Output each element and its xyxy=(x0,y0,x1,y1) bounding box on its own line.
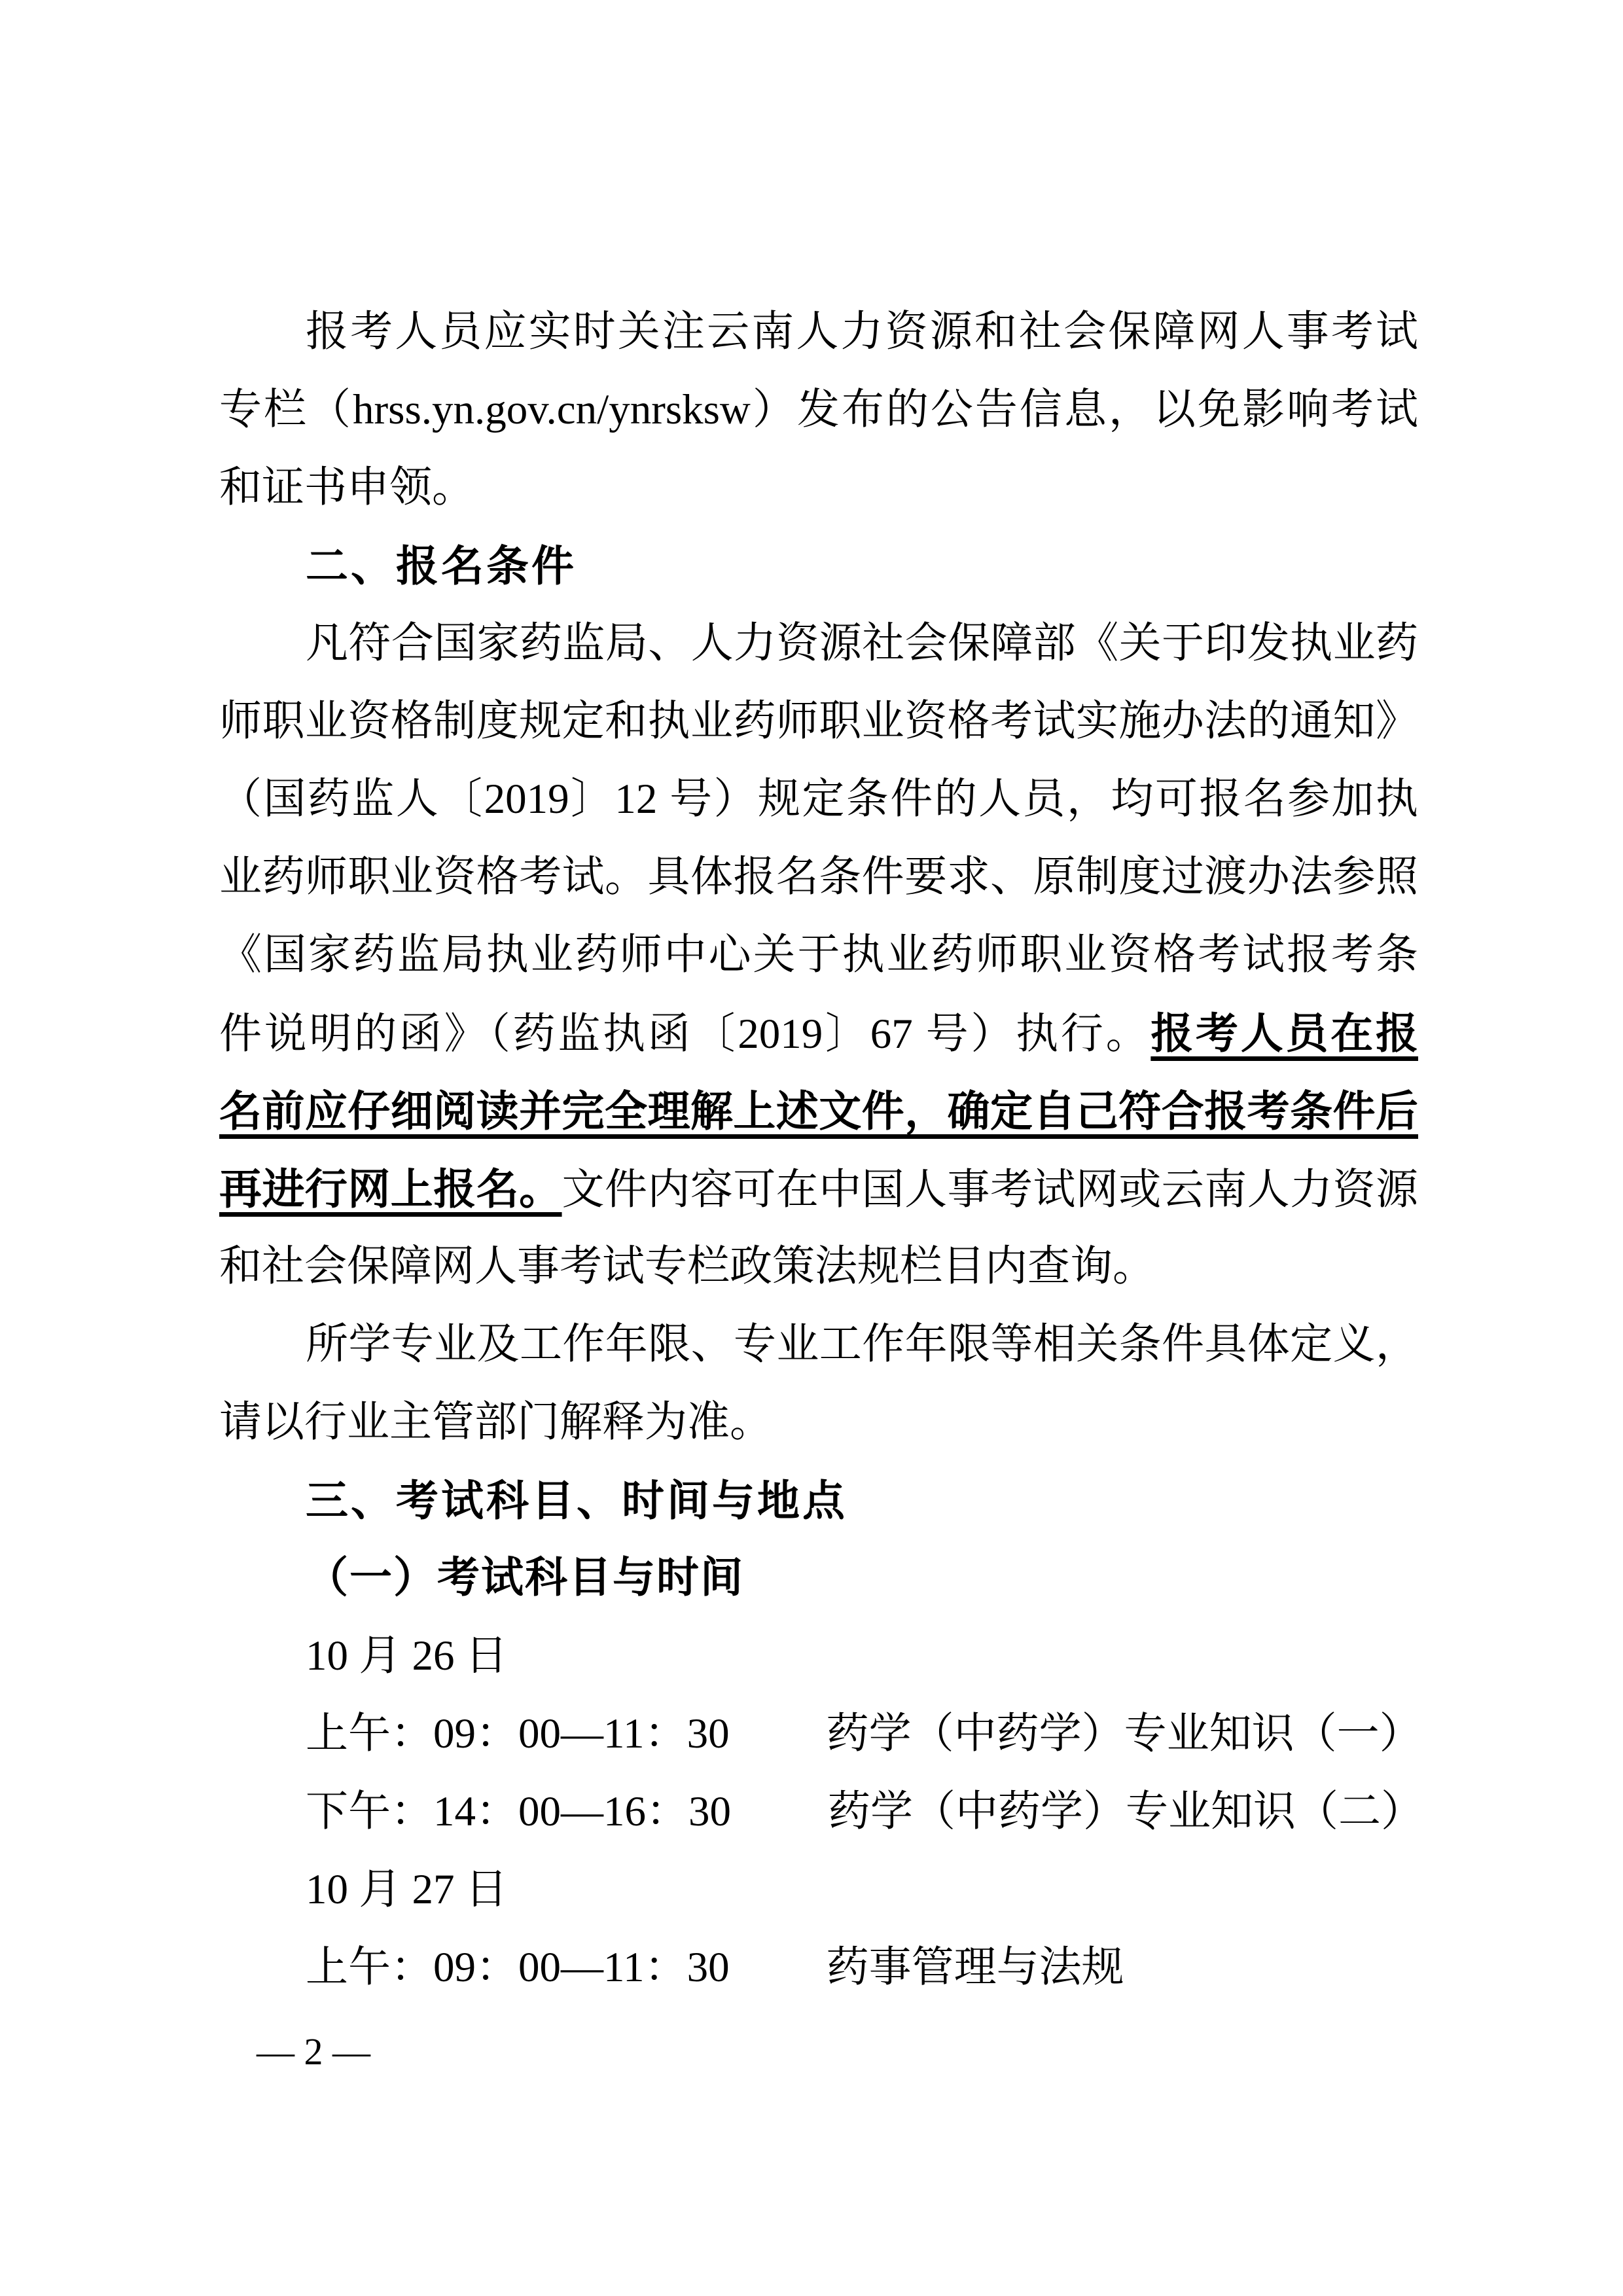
text-run: 10 月 26 日 xyxy=(306,1632,508,1679)
text-run: 件说明的函》（药监执函〔2019〕67 号）执行。 xyxy=(219,1011,1151,1058)
text-run: 和社会保障网人事考试专栏政策法规栏目内查询。 xyxy=(219,1243,1156,1290)
text-line xyxy=(219,994,1418,1072)
text-run: 和证书申领。 xyxy=(219,464,475,511)
text-run: 凡符合国家药监局、人力资源社会保障部《关于印发执业药 xyxy=(306,620,1418,667)
text-line xyxy=(219,1539,1418,1617)
text-line xyxy=(219,605,1418,683)
text-run: 文件内容可在中国人事考试网或云南人力资源 xyxy=(562,1166,1418,1213)
text-run: 下午：14：00—16：30 xyxy=(306,1788,732,1835)
text-run: 药学（中药学）专业知识（二） xyxy=(828,1788,1424,1835)
text-line xyxy=(219,1851,1418,1929)
text-line xyxy=(219,1462,1418,1539)
text-line xyxy=(219,527,1418,605)
text-run: 报考人员应实时关注云南人力资源和社会保障网人事考试 xyxy=(306,308,1418,355)
text-run: 请以行业主管部门解释为准。 xyxy=(219,1399,773,1446)
text-line xyxy=(219,1617,1418,1695)
text-run: 药学（中药学）专业知识（一） xyxy=(826,1710,1422,1757)
text-line xyxy=(219,371,1418,449)
text-line xyxy=(219,1150,1418,1228)
text-line xyxy=(219,683,1418,761)
text-line xyxy=(219,1228,1418,1306)
text-line xyxy=(219,293,1418,371)
text-line xyxy=(219,1072,1418,1150)
text-run: 师职业资格制度规定和执业药师职业资格考试实施办法的通知》 xyxy=(219,698,1418,745)
text-run: （国药监人〔2019〕12 号）规定条件的人员，均可报名参加执 xyxy=(219,776,1418,823)
text-run: 药事管理与法规 xyxy=(826,1944,1124,1991)
text-run: （一）考试科目与时间 xyxy=(306,1554,745,1602)
text-run: 报考人员在报 xyxy=(1150,1009,1418,1057)
text-run: 10 月 27 日 xyxy=(306,1866,508,1913)
text-run: 二、报名条件 xyxy=(306,542,577,590)
text-line xyxy=(219,1384,1418,1462)
text-line xyxy=(219,1929,1418,2007)
text-line xyxy=(219,1773,1424,1851)
text-line xyxy=(219,916,1418,994)
text-run: 再进行网上报名。 xyxy=(219,1165,562,1213)
text-line xyxy=(219,761,1418,838)
text-line xyxy=(219,838,1418,916)
text-run: 三、考试科目、时间与地点 xyxy=(306,1477,848,1524)
text-run: 所学专业及工作年限、专业工作年限等相关条件具体定义， xyxy=(306,1321,1418,1368)
text-run: 名前应仔细阅读并完全理解上述文件，确定自己符合报考条件后 xyxy=(219,1087,1418,1135)
text-run: 上午：09：00—11：30 xyxy=(306,1944,730,1991)
text-run: 专栏（hrss.yn.gov.cn/ynrsksw）发布的公告信息，以免影响考试 xyxy=(219,386,1418,433)
page-number: — 2 — xyxy=(257,2030,370,2073)
text-line xyxy=(219,1306,1418,1384)
text-line xyxy=(219,449,1418,527)
text-run: 《国家药监局执业药师中心关于执业药师职业资格考试报考条 xyxy=(219,931,1418,978)
text-line xyxy=(219,1695,1422,1773)
text-run: 业药师职业资格考试。具体报名条件要求、原制度过渡办法参照 xyxy=(219,853,1418,901)
text-run: 上午：09：00—11：30 xyxy=(306,1710,730,1757)
document-body xyxy=(219,293,1424,2007)
